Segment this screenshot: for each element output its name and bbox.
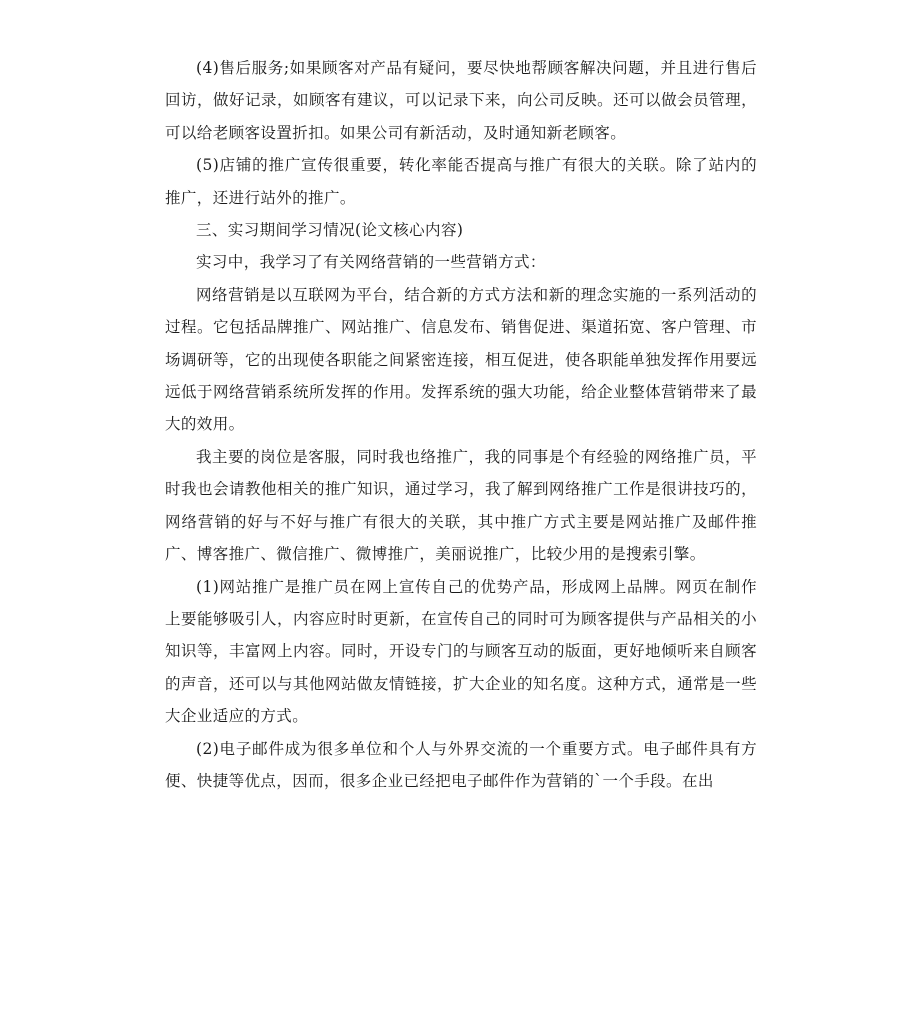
- paragraph-after-sales-service: (4)售后服务;如果顾客对产品有疑问，要尽快地帮顾客解决问题，并且进行售后回访，做好记录，如顾客有建议，可以记录下来，向公司反映。还可以做会员管理，可以给老顾客设置折扣。如果公司有新活动，及时通知新老顾客。: [165, 59, 757, 142]
- paragraph-network-marketing-definition: 网络营销是以互联网为平台，结合新的方式方法和新的理念实施的一系列活动的过程。它包括品牌推广、网站推广、信息发布、销售促进、渠道拓宽、客户管理、市场调研等，它的出现使各职能之间紧密连接，相互促进，使各职能单独发挥作用要远远低于网络营销系统所发挥的作用。发挥系统的强大功能，给企业整体营销带来了最大的效用。: [165, 285, 757, 434]
- paragraph-store-promotion: (5)店铺的推广宣传很重要，转化率能否提高与推广有很大的关联。除了站内的推广，还进行站外的推广。: [165, 156, 757, 207]
- paragraph-main-position: 我主要的岗位是客服，同时我也络推广，我的同事是个有经验的网络推广员，平时我也会请教他相关的推广知识，通过学习，我了解到网络推广工作是很讲技巧的，网络营销的好与不好与推广有很大的关联，其中推广方式主要是网站推广及邮件推广、博客推广、微信推广、微博推广，美丽说推广，比较少用的是搜索引擎。: [165, 447, 757, 564]
- paragraph-email-marketing: (2)电子邮件成为很多单位和个人与外界交流的一个重要方式。电子邮件具有方便、快捷等优点，因而，很多企业已经把电子邮件作为营销的`一个手段。在出: [165, 739, 757, 790]
- paragraph-website-promotion: (1)网站推广是推广员在网上宣传自己的优势产品，形成网上品牌。网页在制作上要能够吸引人，内容应时时更新，在宣传自己的同时可为顾客提供与产品相关的小知识等，丰富网上内容。同时，开设专门的与顾客互动的版面，更好地倾听来自顾客的声音，还可以与其他网站做友情链接，扩大企业的知名度。这种方式，通常是一些大企业适应的方式。: [165, 577, 757, 726]
- document-body: [165, 52, 757, 797]
- paragraph-learning-intro: 实习中，我学习了有关网络营销的一些营销方式：: [196, 253, 546, 272]
- section-heading-internship-learning: 三、实习期间学习情况(论文核心内容): [196, 221, 464, 240]
